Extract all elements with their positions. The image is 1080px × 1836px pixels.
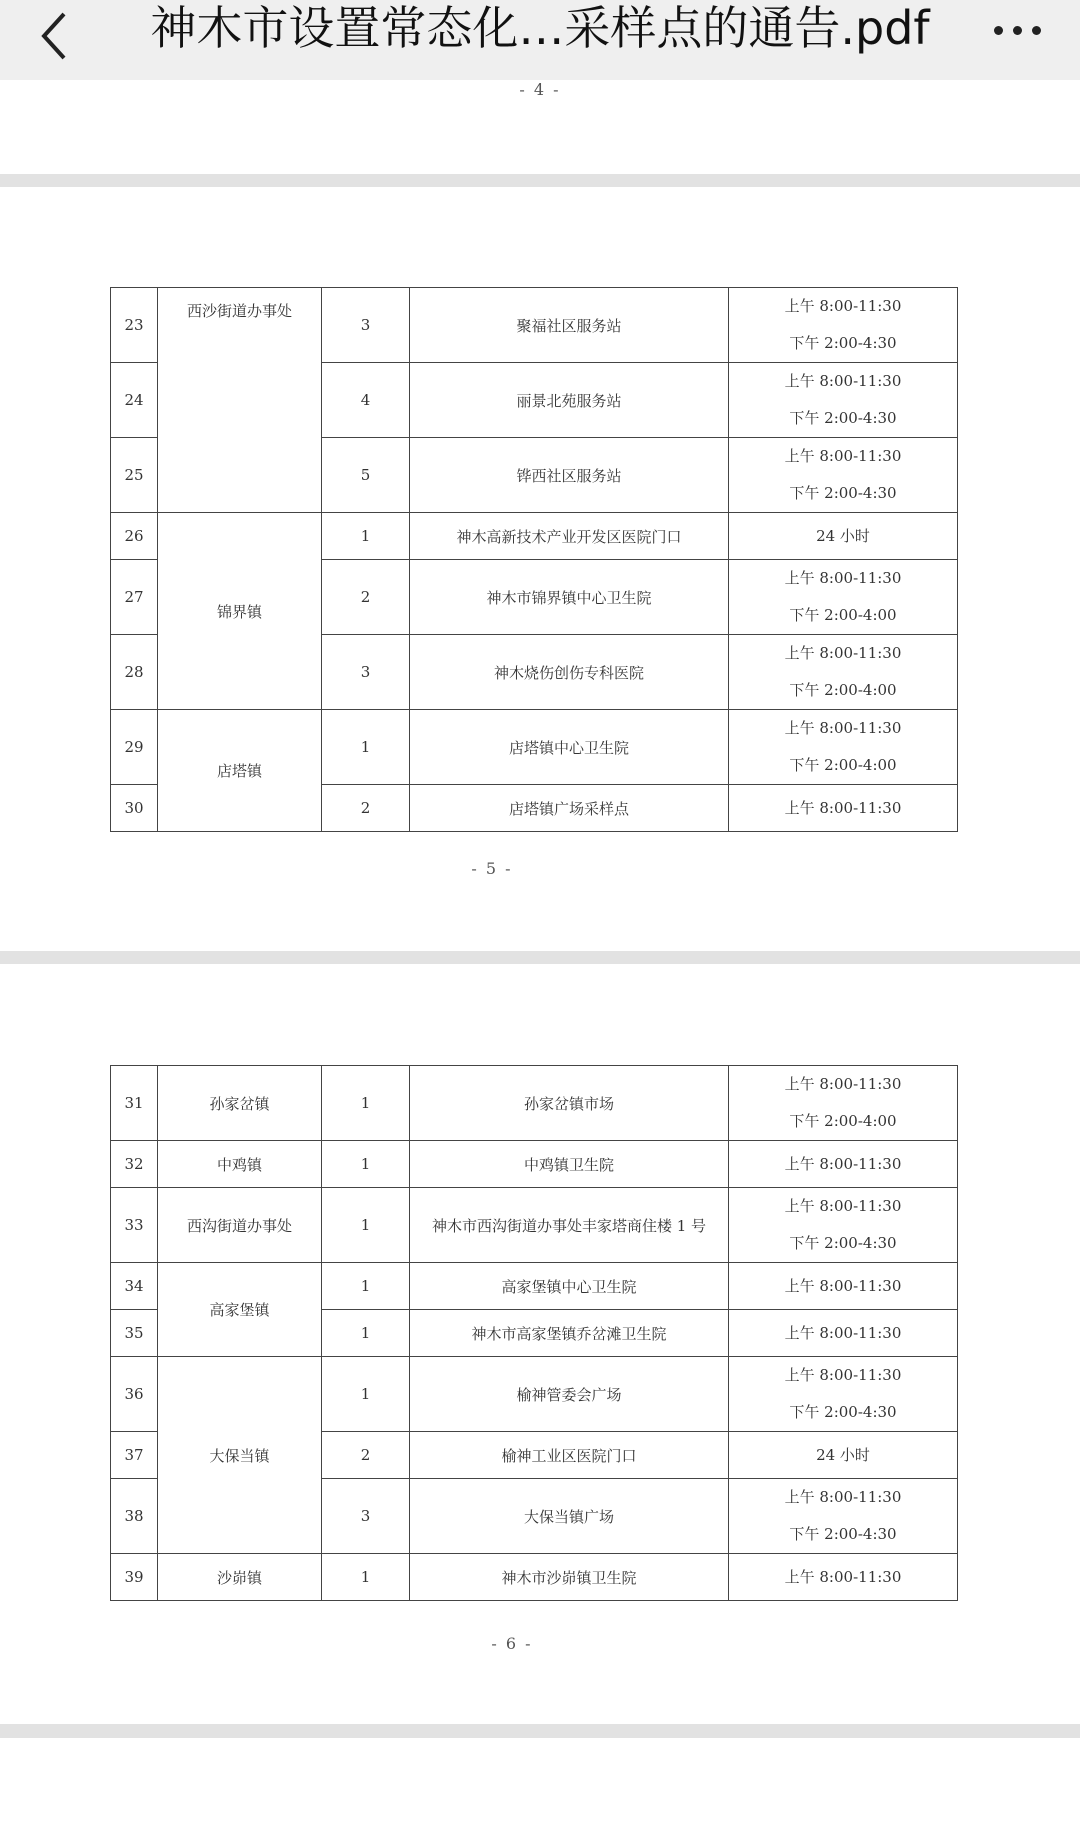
sampling-site-table (110, 1065, 958, 1601)
hours-cell (729, 1357, 958, 1432)
sequence-cell: 2 (322, 1432, 410, 1479)
site-name-cell: 店塔镇广场采样点 (410, 785, 729, 832)
pdf-page-6[interactable] (0, 964, 1080, 1724)
table-row (111, 1554, 958, 1601)
hours-cell (729, 1141, 958, 1188)
hours-cell (729, 288, 958, 363)
hours-line: 下午 2:00-4:30 (789, 1234, 897, 1252)
sequence-cell: 1 (322, 1066, 410, 1141)
hours-cell (729, 1188, 958, 1263)
hours-line: 下午 2:00-4:30 (789, 1403, 897, 1421)
page-number: - 5 - (471, 859, 513, 878)
sequence-cell: 1 (322, 710, 410, 785)
hours-cell (729, 438, 958, 513)
hours-cell (729, 513, 958, 560)
hours-line: 上午 8:00-11:30 (784, 1323, 902, 1342)
hours-line: 上午 8:00-11:30 (784, 1075, 902, 1093)
hours-line: 上午 8:00-11:30 (784, 1366, 902, 1384)
row-number-cell: 39 (111, 1554, 158, 1601)
row-number-cell: 34 (111, 1263, 158, 1310)
site-name-cell: 高家堡镇中心卫生院 (410, 1263, 729, 1310)
site-name-cell: 神木市西沟街道办事处丰家塔商住楼 1 号 (410, 1188, 729, 1263)
sequence-cell: 1 (322, 1554, 410, 1601)
hours-cell (729, 1479, 958, 1554)
row-number-cell: 32 (111, 1141, 158, 1188)
row-number-cell: 28 (111, 635, 158, 710)
hours-cell (729, 1310, 958, 1357)
more-dots-icon[interactable] (988, 14, 1048, 44)
sequence-cell: 2 (322, 560, 410, 635)
row-number-cell: 27 (111, 560, 158, 635)
row-number-cell: 30 (111, 785, 158, 832)
chevron-left-icon[interactable] (36, 6, 76, 66)
site-name-cell: 中鸡镇卫生院 (410, 1141, 729, 1188)
area-cell: 西沟街道办事处 (158, 1188, 322, 1263)
site-name-cell: 神木烧伤创伤专科医院 (410, 635, 729, 710)
hours-cell (729, 635, 958, 710)
hours-cell (729, 1432, 958, 1479)
hours-line: 下午 2:00-4:00 (789, 606, 897, 624)
sequence-cell: 1 (322, 513, 410, 560)
hours-cell (729, 1263, 958, 1310)
row-number-cell: 37 (111, 1432, 158, 1479)
sequence-cell: 1 (322, 1357, 410, 1432)
hours-line: 下午 2:00-4:30 (789, 334, 897, 352)
row-number-cell: 33 (111, 1188, 158, 1263)
site-name-cell: 丽景北苑服务站 (410, 363, 729, 438)
hours-line: 上午 8:00-11:30 (784, 644, 902, 662)
sequence-cell: 3 (322, 635, 410, 710)
sequence-cell: 3 (322, 1479, 410, 1554)
area-cell: 店塔镇 (158, 710, 322, 832)
site-name-cell: 神木市沙峁镇卫生院 (410, 1554, 729, 1601)
site-name-cell: 榆神管委会广场 (410, 1357, 729, 1432)
hours-line: 24 小时 (816, 1445, 870, 1464)
site-name-cell: 孙家岔镇市场 (410, 1066, 729, 1141)
area-cell: 西沙街道办事处 (158, 288, 322, 513)
hours-line: 上午 8:00-11:30 (784, 798, 902, 817)
hours-line: 下午 2:00-4:00 (789, 681, 897, 699)
hours-cell (729, 710, 958, 785)
hours-line: 上午 8:00-11:30 (784, 1154, 902, 1173)
table-row (111, 513, 958, 560)
hours-line: 下午 2:00-4:30 (789, 409, 897, 427)
hours-cell (729, 560, 958, 635)
site-name-cell: 店塔镇中心卫生院 (410, 710, 729, 785)
table-row (111, 710, 958, 785)
page-number: - 6 - (491, 1634, 533, 1653)
table-row (111, 1066, 958, 1141)
sequence-cell: 2 (322, 785, 410, 832)
row-number-cell: 38 (111, 1479, 158, 1554)
area-cell: 大保当镇 (158, 1357, 322, 1554)
table-row (111, 1357, 958, 1432)
table-row (111, 1188, 958, 1263)
pdf-page-7[interactable] (0, 1738, 1080, 1836)
hours-line: 上午 8:00-11:30 (784, 447, 902, 465)
table-row (111, 1263, 958, 1310)
sequence-cell: 1 (322, 1188, 410, 1263)
hours-line: 上午 8:00-11:30 (784, 1197, 902, 1215)
area-cell: 中鸡镇 (158, 1141, 322, 1188)
sequence-cell: 1 (322, 1141, 410, 1188)
row-number-cell: 23 (111, 288, 158, 363)
site-name-cell: 神木市高家堡镇乔岔滩卫生院 (410, 1310, 729, 1357)
sequence-cell: 3 (322, 288, 410, 363)
pdf-page-5[interactable] (0, 187, 1080, 951)
area-cell: 孙家岔镇 (158, 1066, 322, 1141)
site-name-cell: 铧西社区服务站 (410, 438, 729, 513)
row-number-cell: 24 (111, 363, 158, 438)
hours-cell (729, 785, 958, 832)
table-row (111, 288, 958, 363)
site-name-cell: 神木市锦界镇中心卫生院 (410, 560, 729, 635)
row-number-cell: 29 (111, 710, 158, 785)
hours-line: 上午 8:00-11:30 (784, 1276, 902, 1295)
table-row (111, 1141, 958, 1188)
hours-line: 上午 8:00-11:30 (784, 372, 902, 390)
document-title: 神木市设置常态化…采样点的通告.pdf (150, 1, 930, 55)
hours-line: 上午 8:00-11:30 (784, 719, 902, 737)
site-name-cell: 榆神工业区医院门口 (410, 1432, 729, 1479)
hours-line: 上午 8:00-11:30 (784, 297, 902, 315)
site-name-cell: 大保当镇广场 (410, 1479, 729, 1554)
sequence-cell: 1 (322, 1263, 410, 1310)
sequence-cell: 5 (322, 438, 410, 513)
hours-line: 下午 2:00-4:30 (789, 484, 897, 502)
area-cell: 沙峁镇 (158, 1554, 322, 1601)
area-cell: 锦界镇 (158, 513, 322, 710)
top-bar (0, 0, 1080, 80)
hours-line: 下午 2:00-4:00 (789, 1112, 897, 1130)
row-number-cell: 35 (111, 1310, 158, 1357)
row-number-cell: 25 (111, 438, 158, 513)
site-name-cell: 聚福社区服务站 (410, 288, 729, 363)
pdf-page-4[interactable] (0, 80, 1080, 174)
hours-line: 24 小时 (816, 526, 870, 545)
page-number: - 4 - (519, 80, 561, 99)
area-cell: 高家堡镇 (158, 1263, 322, 1357)
hours-cell (729, 1554, 958, 1601)
hours-line: 上午 8:00-11:30 (784, 1488, 902, 1506)
row-number-cell: 31 (111, 1066, 158, 1141)
hours-line: 下午 2:00-4:30 (789, 1525, 897, 1543)
hours-line: 上午 8:00-11:30 (784, 569, 902, 587)
row-number-cell: 26 (111, 513, 158, 560)
sequence-cell: 1 (322, 1310, 410, 1357)
site-name-cell: 神木高新技术产业开发区医院门口 (410, 513, 729, 560)
hours-cell (729, 1066, 958, 1141)
hours-line: 上午 8:00-11:30 (784, 1567, 902, 1586)
hours-line: 下午 2:00-4:00 (789, 756, 897, 774)
hours-cell (729, 363, 958, 438)
row-number-cell: 36 (111, 1357, 158, 1432)
sampling-site-table (110, 287, 958, 832)
sequence-cell: 4 (322, 363, 410, 438)
